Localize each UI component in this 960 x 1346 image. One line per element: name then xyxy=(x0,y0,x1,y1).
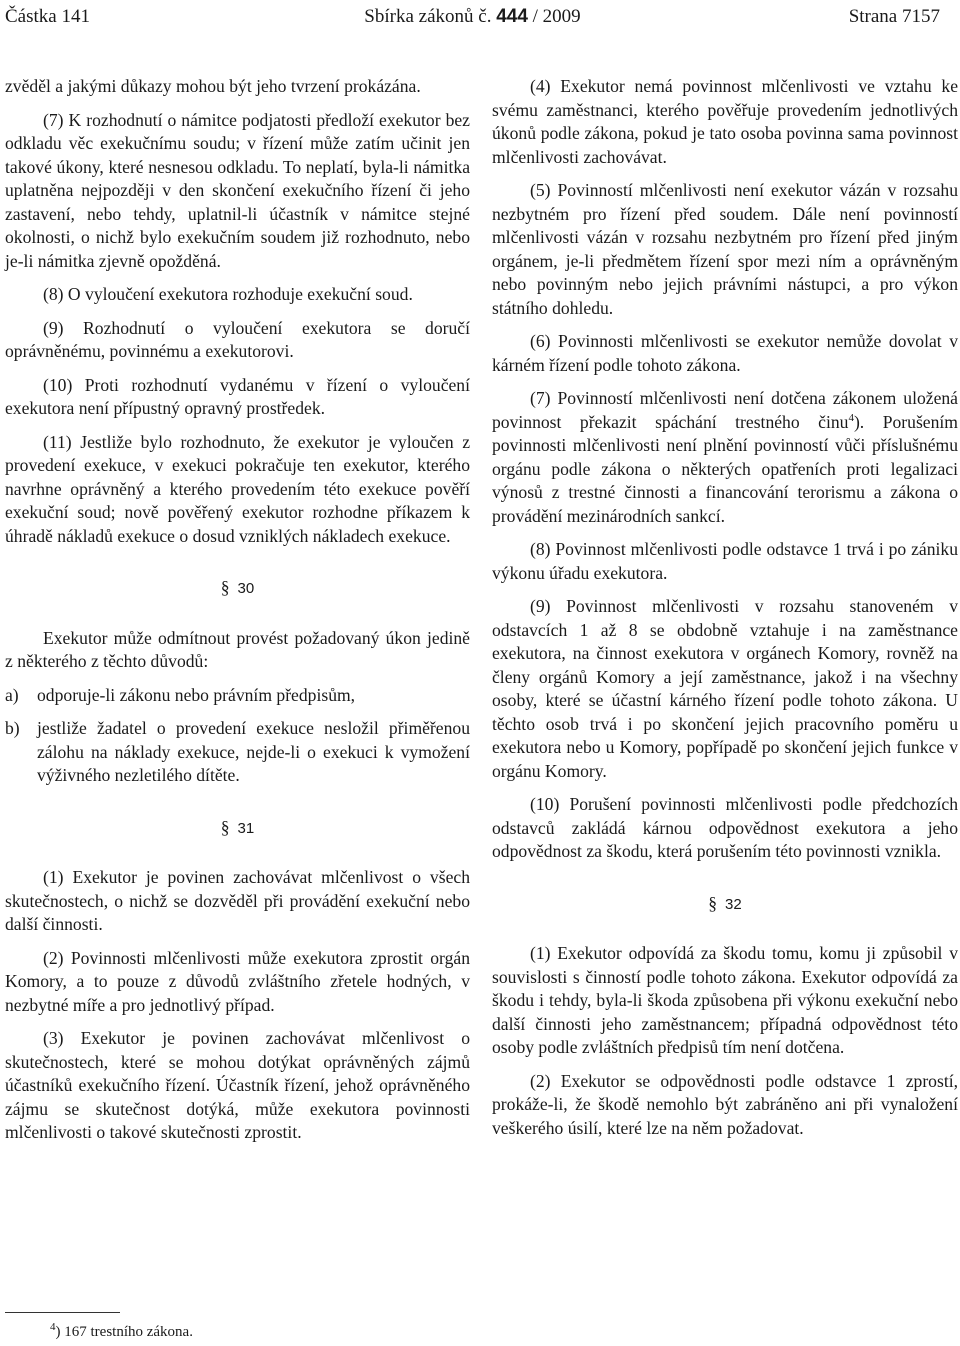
list-item xyxy=(5,684,470,708)
paragraph-7-text-a: (7) Povinností mlčenlivosti není dotčena zákonem uložená povinnost překazit spáchání trestného činu xyxy=(492,388,958,432)
section-30-intro: Exekutor může odmítnout provést požadovaný úkon jedině z některého z těchto důvodů: xyxy=(5,627,470,671)
paragraph-8: (8) O vyloučení exekutora rozhoduje exekuční soud. xyxy=(43,284,413,304)
paragraph-9: (9) Rozhodnutí o vyloučení exekutora se doručí oprávněnému, povinnému a exekutorovi. xyxy=(5,317,470,361)
section-number: 30 xyxy=(237,580,255,597)
page-number: Strana 7157 xyxy=(848,6,940,27)
list-item-label: b) xyxy=(5,718,20,738)
section-31-paragraph-4: (4) Exekutor nemá povinnost mlčenlivosti ve vztahu ke svému zaměstnanci, kterého pověřuje provedením jednotlivých úkonů podle zákona, pokud je tato osoba povinna sama povinnost mlčenlivosti zachovávat. xyxy=(492,76,958,167)
section-symbol: § xyxy=(708,892,718,913)
section-30-heading xyxy=(5,576,470,601)
collection-title xyxy=(5,4,940,30)
footnote-mark: 4 xyxy=(50,1321,56,1333)
section-symbol: § xyxy=(220,577,230,597)
collection-prefix: Sbírka zákonů č. xyxy=(364,6,497,27)
list-item-text: jestliže žadatel o provedení exekuce nesložil přiměřenou zálohu na náklady exekuce, nejde-li o exekuci k vymožení výživného nezletilého dítěte. xyxy=(37,718,470,785)
paragraph-11: (11) Jestliže bylo rozhodnuto, že exekutor je vyloučen z provedení exekuce, v exekuci pokračuje ten exekutor, kterého navrhne oprávněný a kterého provedením této exekuce pověří exekuční soud; nově pověřený exekutor rozhodne příkazem k úhradě nákladů exekuce o dosud vzniklých nákladech exekuce. xyxy=(5,431,470,546)
footnote-reference: 4 xyxy=(848,411,854,424)
list-item-text: odporuje-li zákonu nebo právním předpisům, xyxy=(37,684,356,705)
list-item xyxy=(5,717,470,788)
paragraph-7-text-b: ). Porušením povinnosti mlčenlivosti není plnění povinností vůči příslušnému orgánu podle zákona o některých opatřeních proti legalizaci výnosů z trestné činnosti a financování terorismu a zákona o provádění mezinárodních sankcí. xyxy=(492,411,958,526)
section-31-paragraph-9: (9) Povinnost mlčenlivosti v rozsahu stanoveném v odstavcích 1 až 8 se obdobně vztahuje i na zaměstnance exekutora, na činnost exekutora v orgánech Komory, rovněž na členy orgánů Komory a její zaměstnance, jakož i na všechny osoby, které se účastní kárného řízení podle tohoto zákona. U těchto osob trvá i po skončení jejich pracovního poměru u exekutora nebo u Komory, popřípadě po skončení jejich funkce v orgánu Komory. xyxy=(492,596,958,781)
section-number: 32 xyxy=(725,895,742,913)
section-32-heading xyxy=(492,892,958,917)
law-number: 444 xyxy=(496,6,528,27)
footnote-divider xyxy=(5,1312,120,1313)
paragraph-7: (7) K rozhodnutí o námitce podjatosti předloží exekutor bez odkladu věc exekučnímu soudu; v řízení může zatím učinit jen takové úkony, které nesnesou odkladu. To neplatí, byla-li námitka uplatněna nejpozději v den skončení exekučního řízení či jeho zastavení, nebo tehdy, uplatnil-li účastník v námitce stejné okolnosti, o nichž bylo exekučním soudem již rozhodnuto, nebo je-li námitka zjevně opožděná. xyxy=(5,109,470,271)
section-symbol: § xyxy=(220,816,230,837)
paragraph-continued: zvěděl a jakými důkazy mohou být jeho tvrzení prokázána. xyxy=(5,76,421,96)
section-31-paragraph-2: (2) Povinnosti mlčenlivosti může exekutora zprostit orgán Komory, a to pouze z důvodů zvláštního zřetele hodných, v nezbytné míře a pro jednotlivý případ. xyxy=(5,947,470,1015)
section-31-paragraph-8: (8) Povinnost mlčenlivosti podle odstavce 1 trvá i po zániku výkonu úřadu exekutora. xyxy=(492,539,958,583)
section-31-paragraph-7 xyxy=(492,387,958,528)
right-column xyxy=(492,75,958,1150)
list-item-label: a) xyxy=(5,684,19,705)
footnote-text: ) 167 trestního zákona. xyxy=(55,1324,193,1340)
section-31-paragraph-6: (6) Povinnosti mlčenlivosti se exekutor nemůže dovolat v kárném řízení podle tohoto zákona. xyxy=(492,331,958,375)
paragraph-10: (10) Proti rozhodnutí vydanému v řízení o vyloučení exekutora není přípustný opravný prostředek. xyxy=(5,374,470,418)
section-31-paragraph-1: (1) Exekutor je povinen zachovávat mlčenlivost o všech skutečnostech, o nichž se dozvěděl při provádění exekuční nebo další činnosti. xyxy=(5,867,470,934)
section-32-paragraph-1: (1) Exekutor odpovídá za škodu tomu, komu ji způsobil v souvislosti s činností podle tohoto zákona. Exekutor odpovídá za škodu i tehdy, byla-li škoda způsobena při výkonu exekuční nebo další činnosti jeho zaměstnancem; případná odpovědnost této osoby podle zvláštních předpisů tím není dotčena. xyxy=(492,943,958,1057)
law-year: / 2009 xyxy=(527,6,581,27)
section-32-paragraph-2: (2) Exekutor se odpovědnosti podle odstavce 1 zprostí, prokáže-li, že škodě nemohlo být zabráněno ani při vynaložení veškerého úsilí, které lze na něm požadovat. xyxy=(492,1070,958,1138)
section-number: 31 xyxy=(237,819,255,837)
part-number: Částka 141 xyxy=(5,6,90,27)
section-31-heading xyxy=(5,816,470,841)
section-31-paragraph-5: (5) Povinností mlčenlivosti není exekutor vázán v rozsahu nezbytném pro řízení před soudem. Dále není povinností mlčenlivosti vázán v rozsahu nezbytném pro řízení před jiným orgánem, je-li předmětem řízení spor mezi ním a oprávněným nebo povinným nebo jejich právními nástupci, a pro výkon státního dohledu. xyxy=(492,180,958,318)
page-header xyxy=(5,4,940,30)
footnote xyxy=(50,1322,193,1342)
left-column xyxy=(5,75,470,1155)
section-31-paragraph-3: (3) Exekutor je povinen zachovávat mlčenlivost o skutečnostech, které se mohou dotýkat oprávněných zájmů účastníků exekučního řízení. Účastník řízení, jehož oprávněného zájmu se skutečnost dotýká, může exekutora povinnosti mlčenlivosti o takové skutečnosti zprostit. xyxy=(5,1028,470,1142)
section-31-paragraph-10: (10) Porušení povinnosti mlčenlivosti podle předchozích odstavců zakládá kárnou odpovědnost exekutora a jeho odpovědnost za škodu, která porušením této povinnosti vznikla. xyxy=(492,794,958,861)
